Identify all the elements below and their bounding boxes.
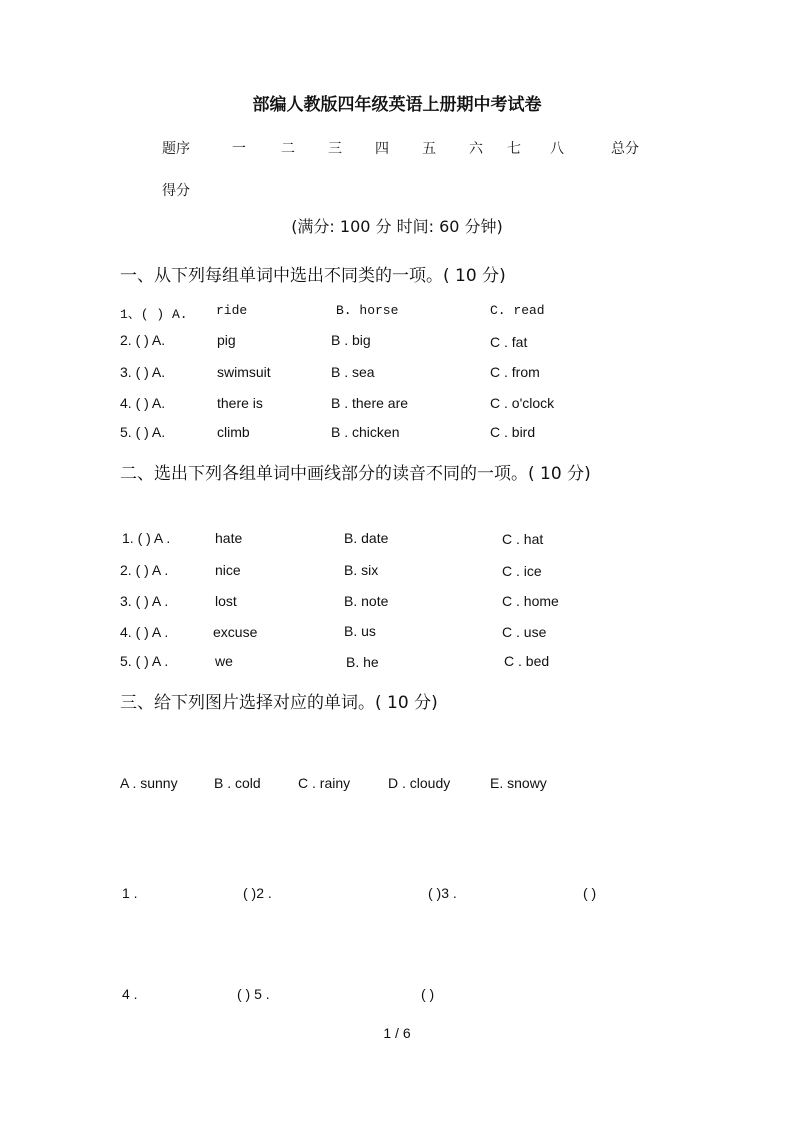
s3-blank-1-num: 1 .	[122, 885, 138, 901]
s2-q4-b: B. us	[344, 623, 376, 639]
s1-q3-num: 3. ( ) A.	[120, 364, 166, 380]
score-col-5: 五	[422, 141, 436, 157]
section3-heading: 三、给下列图片选择对应的单词。( 10 分)	[120, 693, 438, 713]
score-col-6: 六	[469, 141, 483, 157]
score-col-4: 四	[375, 141, 389, 157]
s1-q2-c: C . fat	[490, 334, 528, 350]
section2-heading: 二、选出下列各组单词中画线部分的读音不同的一项。( 10 分)	[120, 464, 591, 484]
s1-q4-num: 4. ( ) A.	[120, 395, 166, 411]
s1-q1-b: B. horse	[336, 303, 399, 318]
s3-blank-4-num: 4 .	[122, 986, 138, 1002]
s1-q1-c: C. read	[490, 303, 545, 318]
s2-q2-num: 2. ( ) A .	[120, 562, 169, 578]
exam-meta: (满分: 100 分 时间: 60 分钟)	[291, 217, 503, 236]
s2-q5-c: C . bed	[504, 653, 550, 669]
s1-q3-a: swimsuit	[217, 364, 271, 380]
s3-choice-c: C . rainy	[298, 775, 351, 791]
s1-q5-c: C . bird	[490, 424, 536, 440]
s2-q4-a: excuse	[213, 624, 258, 640]
score-col-8: 八	[550, 141, 564, 157]
s2-q2-c: C . ice	[502, 563, 542, 579]
s1-q5-b: B . chicken	[331, 424, 400, 440]
s1-q3-b: B . sea	[331, 364, 375, 380]
s3-choice-a: A . sunny	[120, 775, 178, 791]
s1-q4-c: C . o'clock	[490, 395, 555, 411]
score-col-7: 七	[507, 141, 521, 157]
s1-q1-num: 1、( ) A.	[120, 307, 188, 322]
s2-q3-num: 3. ( ) A .	[120, 593, 169, 609]
s2-q3-b: B. note	[344, 593, 389, 609]
s2-q1-c: C . hat	[502, 531, 544, 547]
s3-blank-5: ( )	[421, 986, 435, 1002]
s3-blank-2-3: ( )3 .	[428, 885, 457, 901]
s3-blank-4-5: ( ) 5 .	[237, 986, 270, 1002]
s2-q4-c: C . use	[502, 624, 547, 640]
page-number: 1 / 6	[383, 1025, 411, 1041]
s2-q5-a: we	[215, 653, 233, 669]
s2-q5-num: 5. ( ) A .	[120, 653, 169, 669]
s3-blank-3: ( )	[583, 885, 597, 901]
s1-q2-a: pig	[217, 332, 236, 348]
section1-heading: 一、从下列每组单词中选出不同类的一项。( 10 分)	[120, 266, 506, 286]
s3-choice-b: B . cold	[214, 775, 261, 791]
score-row2-label: 得分	[162, 183, 190, 199]
page-title: 部编人教版四年级英语上册期中考试卷	[252, 95, 542, 115]
s2-q2-b: B. six	[344, 562, 379, 578]
s2-q2-a: nice	[215, 562, 241, 578]
s3-choice-e: E. snowy	[490, 775, 547, 791]
s3-blank-1-2: ( )2 .	[243, 885, 272, 901]
s1-q4-a: there is	[217, 395, 263, 411]
s3-choice-d: D . cloudy	[388, 775, 451, 791]
score-col-3: 三	[328, 141, 342, 157]
s1-q2-num: 2. ( ) A.	[120, 332, 166, 348]
s1-q1-a: ride	[216, 303, 248, 318]
s2-q3-c: C . home	[502, 593, 559, 609]
s1-q3-c: C . from	[490, 364, 540, 380]
s2-q3-a: lost	[215, 593, 237, 609]
score-col-2: 二	[281, 141, 295, 157]
s2-q1-a: hate	[215, 530, 243, 546]
s1-q5-a: climb	[217, 424, 250, 440]
score-col-1: 一	[232, 141, 246, 157]
s2-q1-num: 1. ( ) A .	[122, 530, 171, 546]
s2-q5-b: B. he	[346, 654, 379, 670]
s1-q4-b: B . there are	[331, 395, 409, 411]
s1-q5-num: 5. ( ) A.	[120, 424, 166, 440]
score-total-label: 总分	[611, 141, 639, 157]
s1-q2-b: B . big	[331, 332, 371, 348]
score-row-label: 题序	[162, 141, 190, 157]
s2-q4-num: 4. ( ) A .	[120, 624, 169, 640]
s2-q1-b: B. date	[344, 530, 389, 546]
